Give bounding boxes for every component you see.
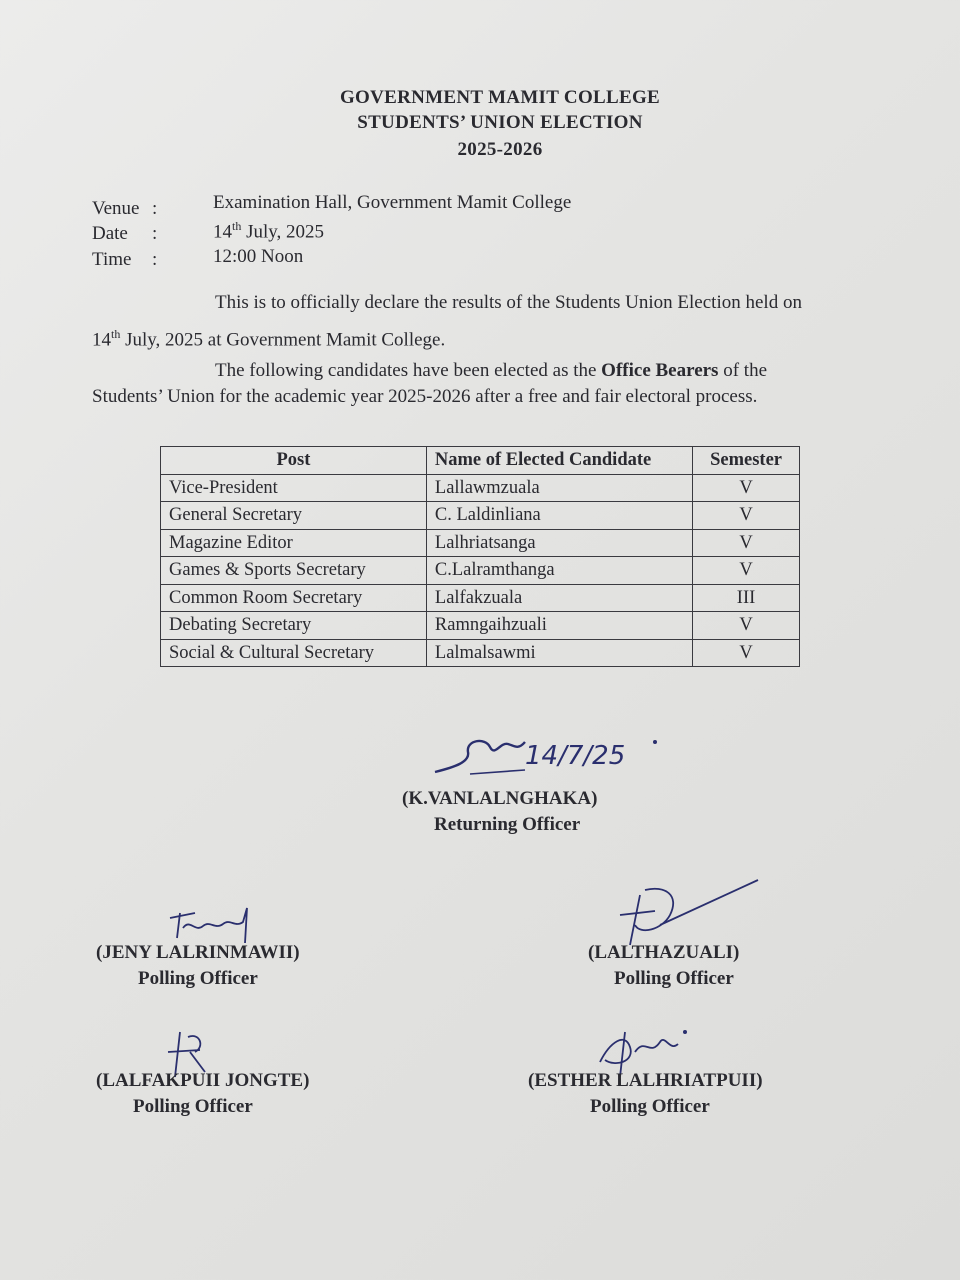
post-cell: Magazine Editor [161,529,427,557]
polling-officer-3-name: (LALFAKPUII JONGTE) [96,1070,310,1091]
candidate-cell: C.Lalramthanga [426,557,692,585]
post-cell: Common Room Secretary [161,584,427,612]
venue-value: Examination Hall, Government Mamit College [213,192,572,213]
candidate-cell: Lalfakzuala [426,584,692,612]
polling-officer-1-role: Polling Officer [138,968,258,989]
table-header-row [161,447,800,475]
polling-officer-3-role: Polling Officer [133,1096,253,1117]
declaration-line-2: 14th July, 2025 at Government Mamit College. [92,327,446,351]
table-row [161,474,800,502]
post-cell: Games & Sports Secretary [161,557,427,585]
election-title: STUDENTS’ UNION ELECTION [357,112,643,133]
post-cell: Debating Secretary [161,612,427,640]
results-table [160,446,800,667]
candidate-cell: Ramngaihzuali [426,612,692,640]
semester-cell: V [693,474,800,502]
polling-officer-4-role: Polling Officer [590,1096,710,1117]
returning-officer-role: Returning Officer [434,814,581,835]
post-cell: Vice-President [161,474,427,502]
candidate-cell: Lalmalsawmi [426,639,692,667]
returning-officer-signature [430,712,670,792]
semester-cell: V [693,612,800,640]
polling-officer-4-name: (ESTHER LALHRIATPUII) [528,1070,763,1091]
semester-cell: V [693,639,800,667]
venue-label: Venue [92,198,140,219]
post-cell: Social & Cultural Secretary [161,639,427,667]
time-value: 12:00 Noon [213,246,304,267]
candidate-cell: Lallawmzuala [426,474,692,502]
venue-colon: : [152,198,158,219]
signature-date: 14/7/25 [525,741,626,771]
date-label: Date [92,223,128,244]
elected-line-2: Students’ Union for the academic year 2025-2026 after a free and fair electoral process. [92,386,758,407]
declaration-line-1: This is to officially declare the results of the Students Union Election held on [215,292,802,313]
elected-line-1: The following candidates have been elected as the Office Bearers of the [215,360,768,381]
time-colon: : [152,249,158,270]
table-row [161,584,800,612]
post-cell: General Secretary [161,502,427,530]
table-row [161,557,800,585]
table-row [161,502,800,530]
candidate-cell: Lalhriatsanga [426,529,692,557]
time-label: Time [92,249,132,270]
semester-cell: III [693,584,800,612]
semester-cell: V [693,557,800,585]
polling-officer-2-role: Polling Officer [614,968,734,989]
semester-cell: V [693,502,800,530]
header-semester: Semester [693,447,800,475]
table-row [161,529,800,557]
election-year: 2025-2026 [457,139,543,160]
header-post: Post [161,447,427,475]
table-row [161,639,800,667]
polling-officer-1-signature [165,898,265,948]
date-colon: : [152,223,158,244]
polling-officer-1-name: (JENY LALRINMAWII) [96,942,300,963]
polling-officer-2-name: (LALTHAZUALI) [588,942,740,963]
college-title: GOVERNMENT MAMIT COLLEGE [339,87,661,108]
candidate-cell: C. Laldinliana [426,502,692,530]
returning-officer-name: (K.VANLALNGHAKA) [402,788,598,809]
table-row [161,612,800,640]
header-candidate: Name of Elected Candidate [426,447,692,475]
date-value: 14th July, 2025 [213,219,325,243]
semester-cell: V [693,529,800,557]
